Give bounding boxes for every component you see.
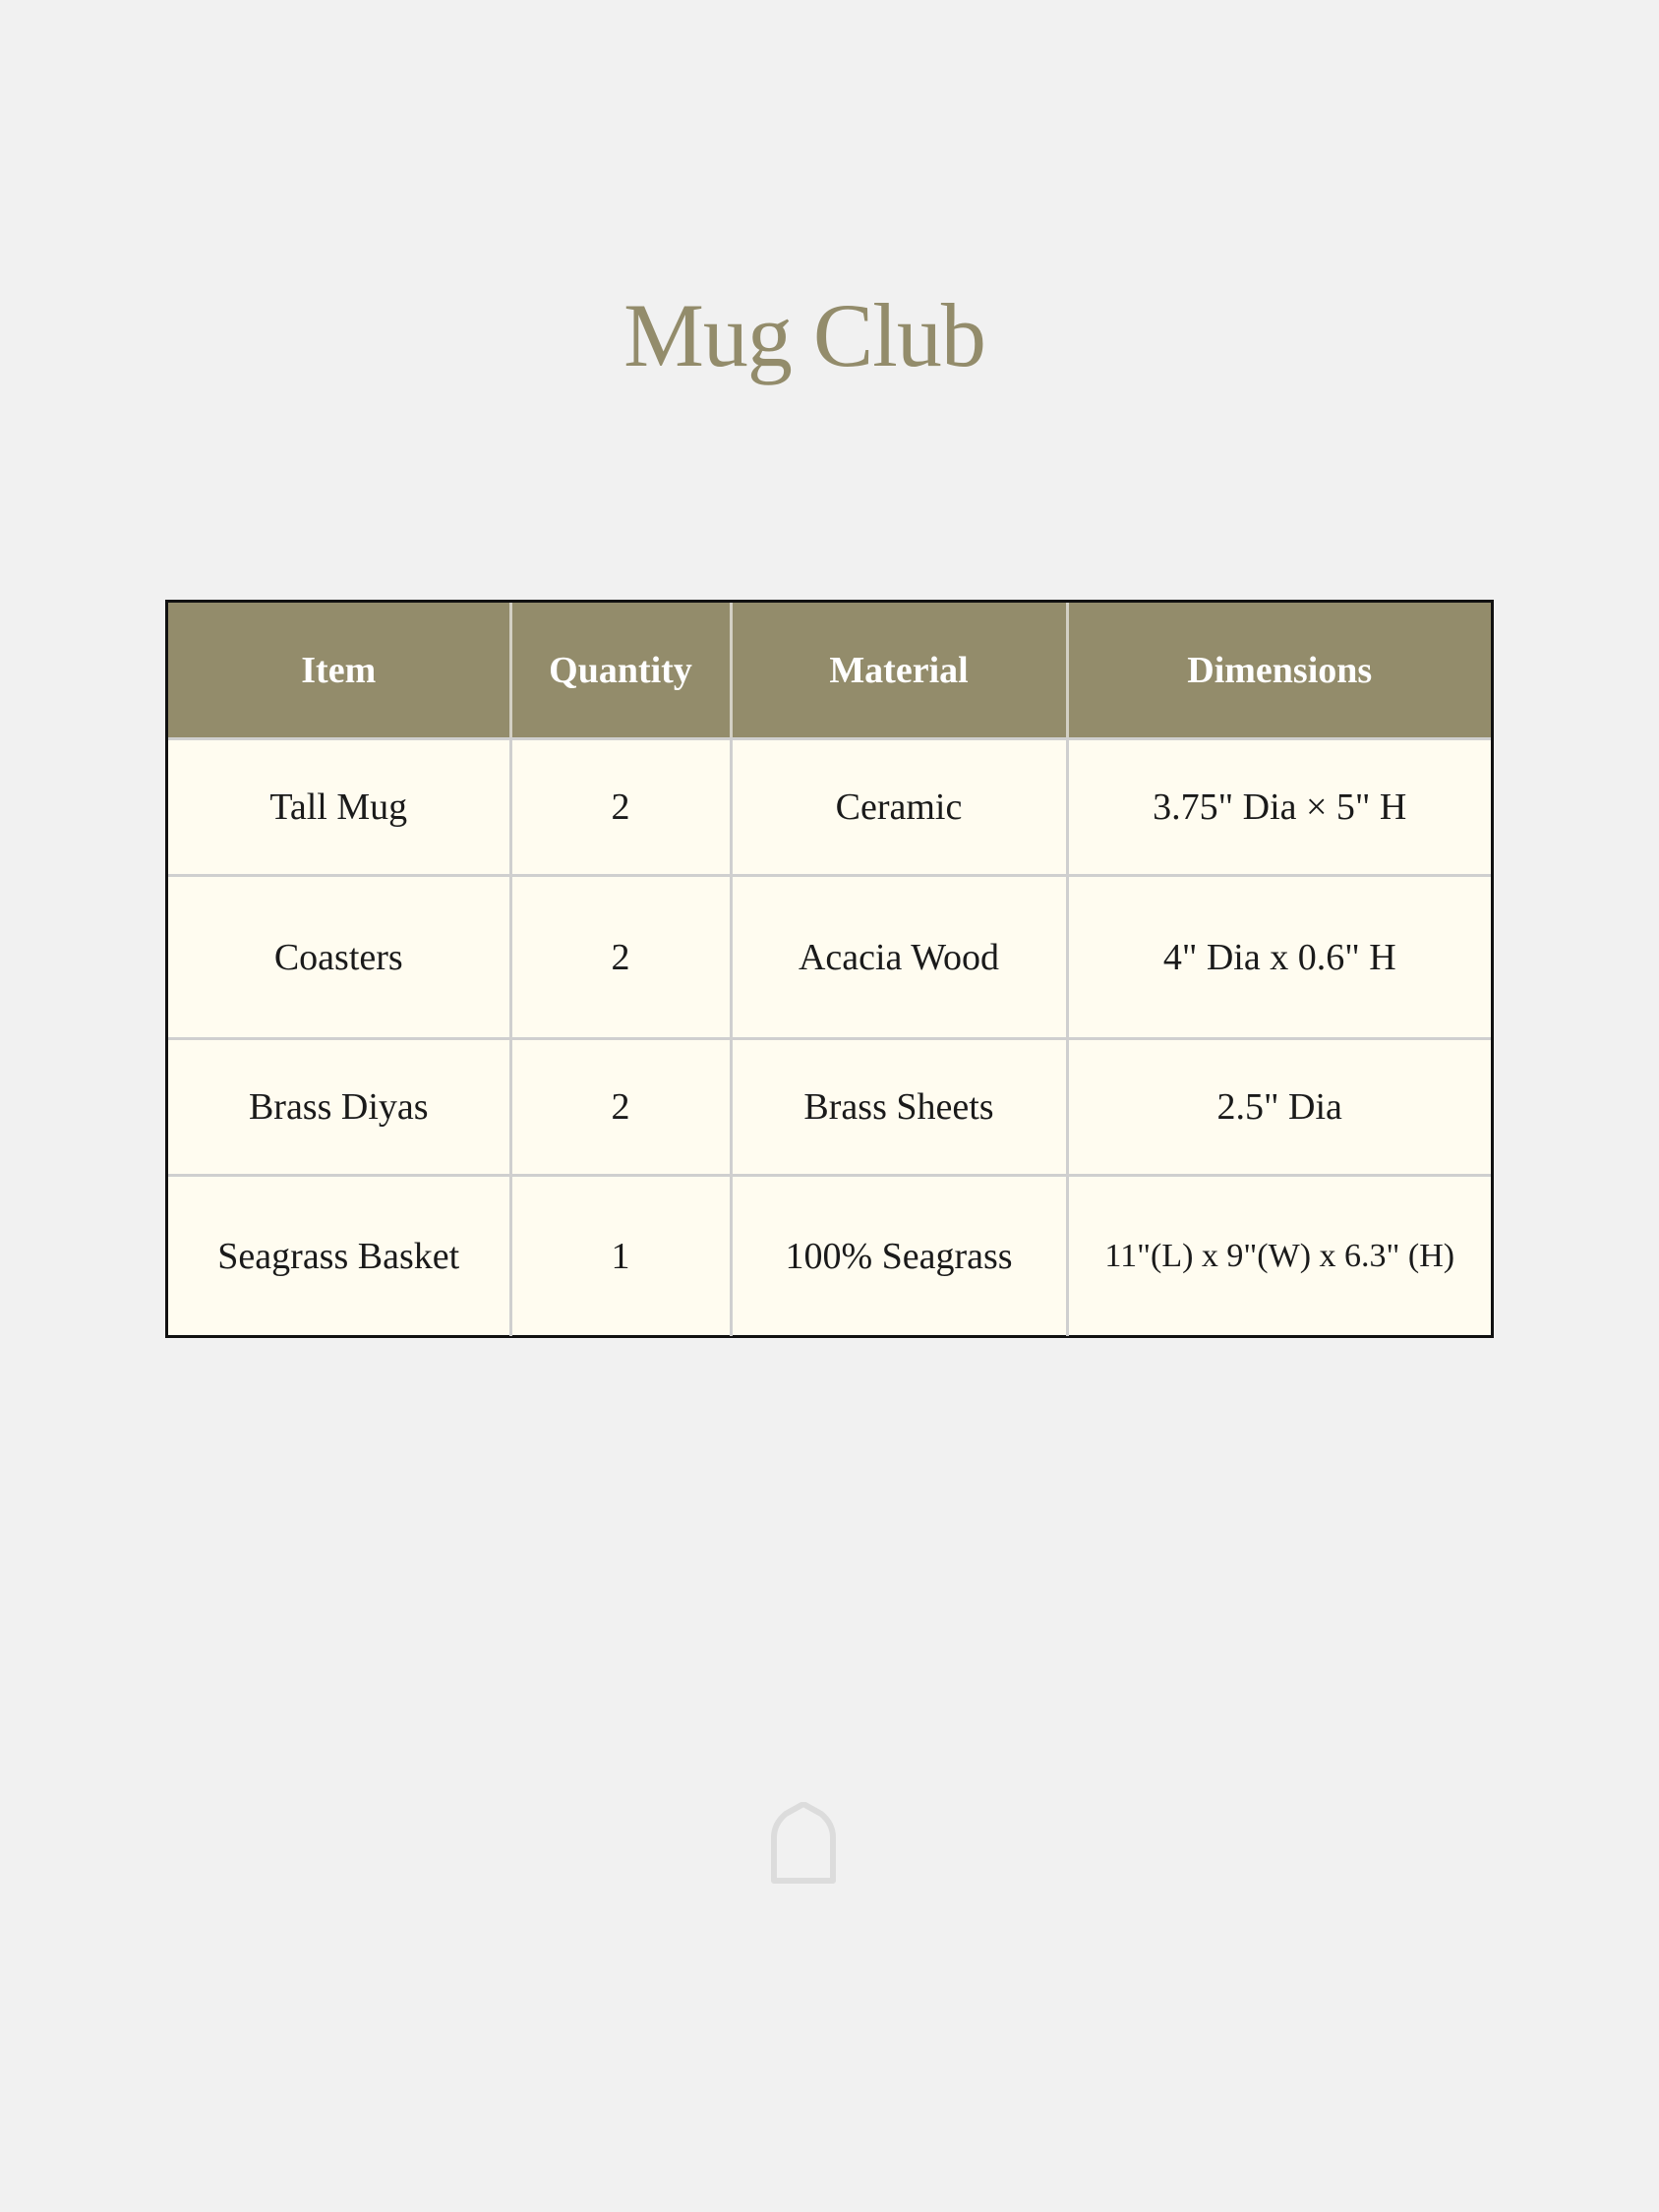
page-title: Mug Club [623,285,985,385]
column-header-quantity: Quantity [510,603,731,739]
cell-dimensions: 3.75" Dia × 5" H [1067,739,1491,876]
spec-table-container [165,600,1494,1338]
cell-material: Ceramic [731,739,1067,876]
cell-dimensions: 2.5" Dia [1067,1039,1491,1176]
cell-quantity: 2 [510,1039,731,1176]
cell-item: Brass Diyas [168,1039,510,1176]
cell-material: Brass Sheets [731,1039,1067,1176]
table-row [168,1039,1491,1176]
spec-table [168,603,1491,1336]
table-row [168,1176,1491,1337]
cell-dimensions: 11"(L) x 9"(W) x 6.3" (H) [1104,1238,1455,1274]
column-header-material: Material [731,603,1067,739]
cell-quantity: 2 [510,876,731,1039]
column-header-item: Item [168,603,510,739]
cell-quantity: 1 [510,1176,731,1337]
cell-quantity: 2 [510,739,731,876]
table-row [168,876,1491,1039]
cell-material: 100% Seagrass [731,1176,1067,1337]
table-header-row [168,603,1491,739]
home-icon [770,1802,837,1885]
cell-item: Coasters [168,876,510,1039]
table-row [168,739,1491,876]
column-header-dimensions: Dimensions [1067,603,1491,739]
cell-item: Seagrass Basket [168,1176,510,1337]
cell-item: Tall Mug [168,739,510,876]
cell-material: Acacia Wood [731,876,1067,1039]
cell-dimensions: 4" Dia x 0.6" H [1067,876,1491,1039]
